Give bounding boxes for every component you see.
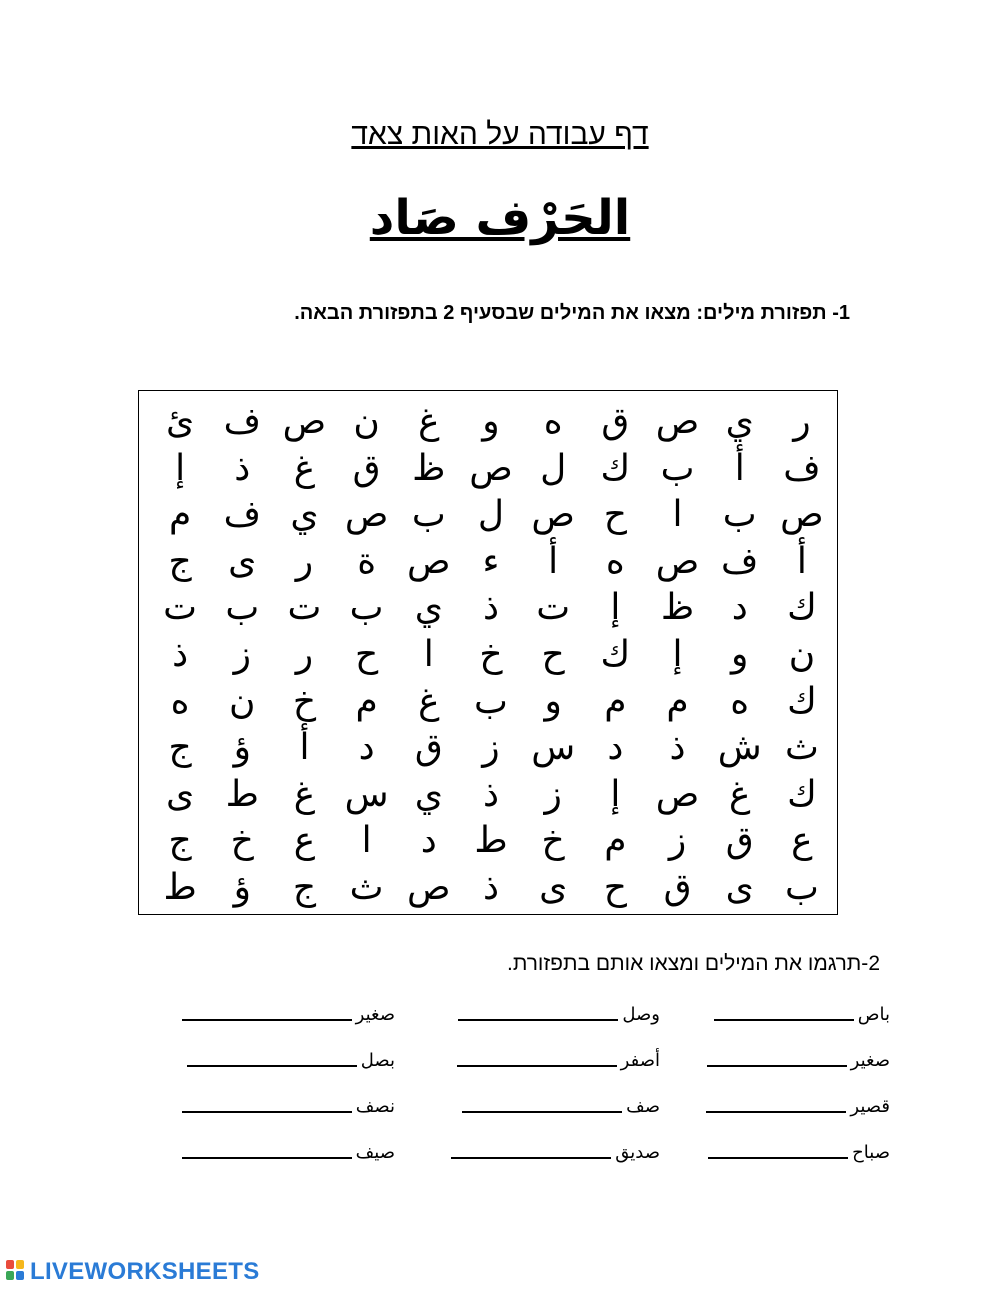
- answer-blank[interactable]: [187, 1065, 357, 1067]
- grid-letter[interactable]: غ: [293, 447, 316, 489]
- grid-letter[interactable]: ء: [482, 540, 500, 582]
- grid-letter[interactable]: ب: [411, 494, 446, 536]
- grid-letter[interactable]: ك: [787, 587, 817, 629]
- grid-letter[interactable]: ج: [168, 820, 192, 862]
- grid-letter[interactable]: ص: [780, 494, 824, 536]
- grid-letter[interactable]: غ: [293, 773, 316, 815]
- translation-item: [708, 1142, 890, 1163]
- grid-letter[interactable]: ص: [655, 773, 700, 815]
- grid-letter[interactable]: ل: [540, 447, 567, 489]
- grid-letter[interactable]: ش: [717, 727, 762, 769]
- translation-item: [182, 1142, 395, 1163]
- answer-blank[interactable]: [451, 1157, 611, 1159]
- grid-letter[interactable]: ذ: [669, 727, 686, 769]
- translation-item: [706, 1096, 890, 1117]
- grid-letter[interactable]: د: [731, 587, 748, 629]
- grid-letter[interactable]: م: [604, 820, 627, 862]
- grid-letter[interactable]: ف: [223, 401, 261, 443]
- grid-letter[interactable]: ن: [229, 680, 256, 722]
- arabic-word: صديق: [615, 1142, 660, 1163]
- grid-letter[interactable]: س: [531, 727, 576, 769]
- arabic-word: صف: [626, 1096, 660, 1117]
- grid-letter[interactable]: ز: [482, 727, 500, 769]
- grid-letter[interactable]: ث: [349, 866, 384, 908]
- grid-letter[interactable]: ح: [541, 633, 565, 675]
- grid-letter[interactable]: ظ: [412, 447, 446, 489]
- translation-row: [170, 1142, 890, 1172]
- grid-letter[interactable]: أ: [299, 727, 310, 769]
- grid-letter[interactable]: ر: [295, 633, 314, 675]
- grid-letter[interactable]: ر: [295, 540, 314, 582]
- translation-item: [187, 1050, 395, 1071]
- translation-row: [170, 1096, 890, 1126]
- grid-letter[interactable]: غ: [728, 773, 751, 815]
- grid-letter[interactable]: ى: [725, 866, 754, 908]
- grid-letter[interactable]: ط: [474, 820, 508, 862]
- grid-letter[interactable]: ى: [539, 866, 568, 908]
- grid-letter[interactable]: ت: [163, 587, 198, 629]
- grid-letter[interactable]: ظ: [660, 587, 695, 629]
- grid-letter[interactable]: ع: [293, 820, 316, 862]
- grid-letter[interactable]: ر: [793, 401, 811, 443]
- grid-letter[interactable]: ف: [783, 447, 821, 489]
- grid-letter[interactable]: ق: [352, 447, 381, 489]
- grid-letter[interactable]: ذ: [172, 633, 189, 675]
- grid-letter[interactable]: ى: [165, 773, 195, 815]
- grid-letter[interactable]: إ: [610, 773, 621, 815]
- grid-letter[interactable]: ص: [655, 401, 700, 443]
- grid-letter[interactable]: ؤ: [233, 866, 251, 908]
- arabic-word: صغير: [850, 1050, 890, 1071]
- grid-letter[interactable]: ف: [223, 494, 261, 536]
- grid-letter[interactable]: ي: [414, 587, 443, 629]
- grid-letter[interactable]: د: [358, 727, 375, 769]
- arabic-word: صغير: [355, 1004, 395, 1025]
- grid-letter[interactable]: ز: [233, 633, 251, 675]
- logo-icon: [6, 1260, 26, 1284]
- arabic-word: باص: [857, 1004, 890, 1025]
- grid-letter[interactable]: ث: [784, 727, 819, 769]
- translation-item: [182, 1096, 395, 1117]
- grid-letter[interactable]: ت: [287, 587, 322, 629]
- arabic-word: أصفر: [620, 1050, 660, 1071]
- grid-letter[interactable]: ذ: [234, 447, 251, 489]
- translation-item: [182, 1004, 395, 1025]
- grid-letter[interactable]: ة: [357, 540, 377, 582]
- grid-letter[interactable]: ص: [344, 494, 389, 536]
- grid-letter[interactable]: ي: [725, 401, 754, 443]
- answer-blank[interactable]: [457, 1065, 617, 1067]
- grid-letter[interactable]: م: [666, 680, 689, 722]
- translation-row: [170, 1050, 890, 1080]
- translation-item: [458, 1004, 660, 1025]
- arabic-word: قصير: [850, 1096, 890, 1117]
- grid-letter[interactable]: ى: [228, 540, 257, 582]
- grid-letter[interactable]: ص: [282, 401, 327, 443]
- grid-letter[interactable]: غ: [418, 680, 440, 722]
- grid-letter[interactable]: ك: [600, 633, 631, 675]
- exercise1-instruction: 1- תפזורת מילים: מצאו את המילים שבסעיף 2 בתפזורת הבאה.: [294, 302, 850, 324]
- worksheet-title-arabic: الحَرْف صَاد: [369, 190, 631, 246]
- grid-letter[interactable]: ئ: [165, 401, 195, 443]
- grid-letter[interactable]: ز: [544, 773, 562, 815]
- grid-letter[interactable]: ب: [225, 587, 260, 629]
- grid-letter[interactable]: إ: [610, 587, 621, 629]
- grid-letter[interactable]: ز: [668, 820, 687, 862]
- grid-letter[interactable]: أ: [796, 540, 807, 582]
- answer-blank[interactable]: [182, 1157, 352, 1159]
- grid-letter[interactable]: خ: [541, 820, 565, 862]
- grid-letter[interactable]: ي: [290, 494, 319, 536]
- grid-letter[interactable]: ب: [722, 494, 757, 536]
- grid-letter[interactable]: إ: [175, 447, 186, 489]
- translation-item: [714, 1004, 890, 1025]
- grid-letter[interactable]: ه: [605, 540, 625, 582]
- arabic-word: وصل: [622, 1004, 660, 1025]
- grid-letter[interactable]: ك: [787, 773, 817, 815]
- grid-letter[interactable]: ج: [168, 727, 192, 769]
- grid-letter[interactable]: ك: [600, 447, 631, 489]
- grid-letter[interactable]: ط: [225, 773, 259, 815]
- grid-letter[interactable]: ا: [672, 494, 683, 536]
- grid-letter[interactable]: ك: [787, 680, 817, 722]
- grid-letter[interactable]: ه: [170, 680, 190, 722]
- grid-letter[interactable]: ن: [353, 401, 380, 443]
- grid-letter[interactable]: ا: [423, 633, 434, 675]
- grid-letter[interactable]: ج: [168, 540, 192, 582]
- grid-letter[interactable]: خ: [292, 680, 317, 722]
- grid-letter[interactable]: ع: [791, 820, 813, 862]
- grid-letter[interactable]: د: [420, 820, 437, 862]
- answer-blank[interactable]: [182, 1019, 352, 1021]
- grid-letter[interactable]: و: [544, 680, 562, 722]
- logo-text: LIVEWORKSHEETS: [30, 1258, 260, 1285]
- grid-letter[interactable]: ذ: [482, 587, 499, 629]
- grid-letter[interactable]: ص: [407, 866, 451, 908]
- arabic-word: بصل: [360, 1050, 395, 1071]
- grid-letter[interactable]: ا: [361, 820, 372, 862]
- grid-letter[interactable]: م: [168, 494, 192, 536]
- grid-letter[interactable]: أ: [548, 540, 559, 582]
- answer-blank[interactable]: [182, 1111, 352, 1113]
- grid-letter[interactable]: ص: [407, 540, 451, 582]
- grid-letter[interactable]: ف: [721, 540, 759, 582]
- answer-blank[interactable]: [706, 1111, 846, 1113]
- grid-letter[interactable]: ط: [163, 866, 197, 908]
- translation-row: [170, 1004, 890, 1034]
- arabic-word: صباح: [852, 1142, 890, 1163]
- grid-letter[interactable]: م: [355, 680, 378, 722]
- grid-letter[interactable]: ح: [603, 494, 627, 536]
- arabic-word: نصف: [355, 1096, 395, 1117]
- grid-letter[interactable]: خ: [230, 820, 254, 862]
- grid-letter[interactable]: ص: [469, 447, 513, 489]
- grid-letter[interactable]: ب: [660, 447, 695, 489]
- translation-item: [457, 1050, 660, 1071]
- grid-letter[interactable]: ق: [725, 820, 754, 862]
- grid-letter[interactable]: ص: [531, 494, 575, 536]
- grid-letter[interactable]: ح: [603, 866, 627, 908]
- grid-letter[interactable]: و: [731, 633, 749, 675]
- exercise2-instruction: 2-תרגמו את המילים ומצאו אותם בתפזורת.: [506, 952, 880, 975]
- grid-letter[interactable]: ت: [536, 587, 571, 629]
- grid-letter[interactable]: ق: [663, 866, 692, 908]
- grid-letter[interactable]: ذ: [482, 866, 499, 908]
- arabic-word: صيف: [355, 1142, 395, 1163]
- answer-blank[interactable]: [462, 1111, 622, 1113]
- grid-letter[interactable]: و: [482, 401, 500, 443]
- grid-letter[interactable]: ح: [355, 633, 379, 675]
- grid-letter[interactable]: ب: [474, 680, 508, 722]
- liveworksheets-logo: [6, 1258, 260, 1286]
- grid-letter[interactable]: خ: [479, 633, 503, 675]
- grid-letter[interactable]: ص: [655, 540, 700, 582]
- grid-letter[interactable]: ذ: [482, 773, 499, 815]
- grid-letter[interactable]: ج: [292, 866, 317, 908]
- grid-letter[interactable]: ه: [543, 401, 563, 443]
- grid-letter[interactable]: ق: [414, 727, 443, 769]
- grid-letter[interactable]: س: [344, 773, 389, 815]
- grid-letter[interactable]: م: [604, 680, 627, 722]
- grid-letter[interactable]: أ: [734, 447, 745, 489]
- translation-item: [707, 1050, 890, 1071]
- grid-letter[interactable]: إ: [672, 633, 683, 675]
- answer-blank[interactable]: [707, 1065, 847, 1067]
- grid-letter[interactable]: ب: [349, 587, 384, 629]
- word-search-box: [138, 390, 838, 915]
- grid-letter[interactable]: د: [607, 727, 624, 769]
- translation-item: [462, 1096, 660, 1117]
- answer-blank[interactable]: [458, 1019, 618, 1021]
- grid-letter[interactable]: ب: [784, 866, 819, 908]
- worksheet-title-hebrew: דף עבודה על האות צאד: [351, 118, 649, 151]
- answer-blank[interactable]: [708, 1157, 848, 1159]
- translation-item: [451, 1142, 660, 1163]
- answer-blank[interactable]: [714, 1019, 854, 1021]
- grid-letter[interactable]: ل: [477, 494, 505, 536]
- grid-letter[interactable]: ه: [730, 680, 750, 722]
- grid-letter[interactable]: ؤ: [233, 727, 251, 769]
- grid-letter[interactable]: غ: [418, 401, 440, 443]
- word-search-grid: [149, 399, 833, 911]
- grid-letter[interactable]: ي: [414, 773, 443, 815]
- grid-letter[interactable]: ق: [601, 401, 630, 443]
- grid-letter[interactable]: ن: [788, 633, 816, 675]
